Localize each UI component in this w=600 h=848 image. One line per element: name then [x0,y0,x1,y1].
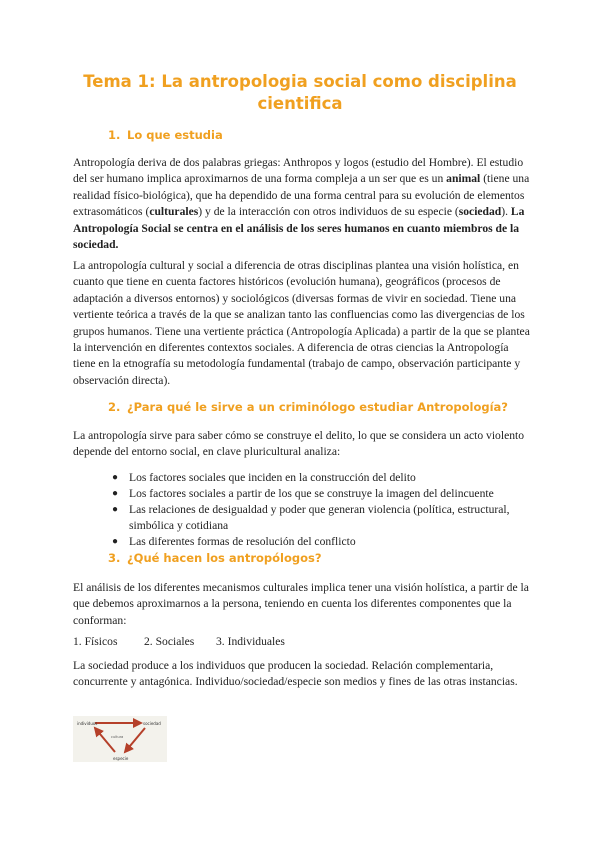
bullet-dot-icon: ● [112,472,119,483]
diagram-label-especie: especie [113,756,129,761]
paragraph-3: La antropología sirve para saber cómo se construye el delito, lo que se considera un acto violento depende del entorno social, en clave pluricultural analiza: [73,429,525,459]
p1-text-2: (tiene una realidad físico-biológica), que ha dependido de una forma central para su evolución de elementos extrasomáticos ( [73,172,530,219]
diagram-label-cultura: cultura [111,735,124,739]
p1-text-3: ) y de la interacción con otros individuos de su especie ( [198,205,459,219]
p1-bold-animal: animal [446,172,481,186]
p1-text-4: ). [501,205,511,219]
section-1-title: Lo que estudia [127,128,223,142]
section-3-number: 3. [108,551,121,565]
list-item-text: Los factores sociales a partir de los que se construye la imagen del delincuente [129,487,494,500]
diagram-label-individuos: individuos [77,721,98,726]
diagram-label-sociedad: sociedad [143,721,161,726]
list-item [73,534,533,550]
bullet-list [73,470,533,550]
component-item: 1. Físicos [73,635,118,648]
document-title: Tema 1: La antropologia social como disciplina cientifica [83,72,517,113]
bullet-dot-icon: ● [112,488,119,499]
arrow-left [95,728,115,752]
p1-text-1: Antropología deriva de dos palabras griegas: Anthropos y logos (estudio del Hombre). El estudio del ser humano implica aproximarnos de una forma compleja a un ser que es un [73,156,524,186]
p1-bold-summary: La Antropología Social se centra en el análisis de los seres humanos en cuanto miembros de la sociedad. [73,205,525,252]
list-item-text: Las diferentes formas de resolución del conflicto [129,535,356,548]
components-list [73,634,285,650]
list-item [73,486,533,502]
section-3-title: ¿Qué hacen los antropólogos? [127,551,322,565]
diagram-image [73,716,167,762]
list-item-text: Los factores sociales que inciden en la construcción del delito [129,471,416,484]
arrow-right [125,728,145,752]
list-item [73,470,533,486]
triangle-cycle-diagram [73,716,167,762]
section-1-heading [108,128,223,143]
section-3-heading [108,551,322,566]
section-2-title: ¿Para qué le sirve a un criminólogo estudiar Antropología? [127,400,508,414]
component-item: 2. Sociales [144,635,195,648]
component-item: 3. Individuales [216,635,285,648]
paragraph-5: La sociedad produce a los individuos que producen la sociedad. Relación complementaria, concurrente y antagónica. Individuo/sociedad/especie son medios y fines de las otras instancias. [73,659,518,689]
bullet-dot-icon: ● [112,504,119,515]
paragraph-2: La antropología cultural y social a diferencia de otras disciplinas plantea una visión holística, en cuanto que tiene en cuenta factores históricos (evolución humana), geográficos (procesos de adaptación a diversos entornos) y sociológicos (diversas formas de vivir en sociedad. Tiene una vertiente teórica a través de la que se analizan tanto las confluencias como las divergencias de los grupos humanos. Tiene una vertiente práctica (Antropología Aplicada) a partir de la que se plantea la intervención en diferentes contextos sociales. A diferencia de otras ciencias la Antropología tiene en la etnografía su metodología fundamental (trabajo de campo, observación participante y observación directa). [73,259,530,387]
section-2-number: 2. [108,400,121,414]
paragraph-1 [73,155,533,253]
p1-bold-culturales: culturales [149,205,199,219]
section-2-heading [108,400,508,415]
p1-bold-sociedad: sociedad [458,205,502,219]
bullet-dot-icon: ● [112,536,119,547]
list-item-text: Las relaciones de desigualdad y poder que generan violencia (política, estructural, simbólica y cotidiana [129,503,510,532]
paragraph-4: El análisis de los diferentes mecanismos culturales implica tener una visión holística, a partir de la que debemos aproximarnos a la persona, teniendo en cuenta los diferentes componentes que la conforman: [73,581,529,627]
list-item [73,502,533,534]
section-1-number: 1. [108,128,121,142]
